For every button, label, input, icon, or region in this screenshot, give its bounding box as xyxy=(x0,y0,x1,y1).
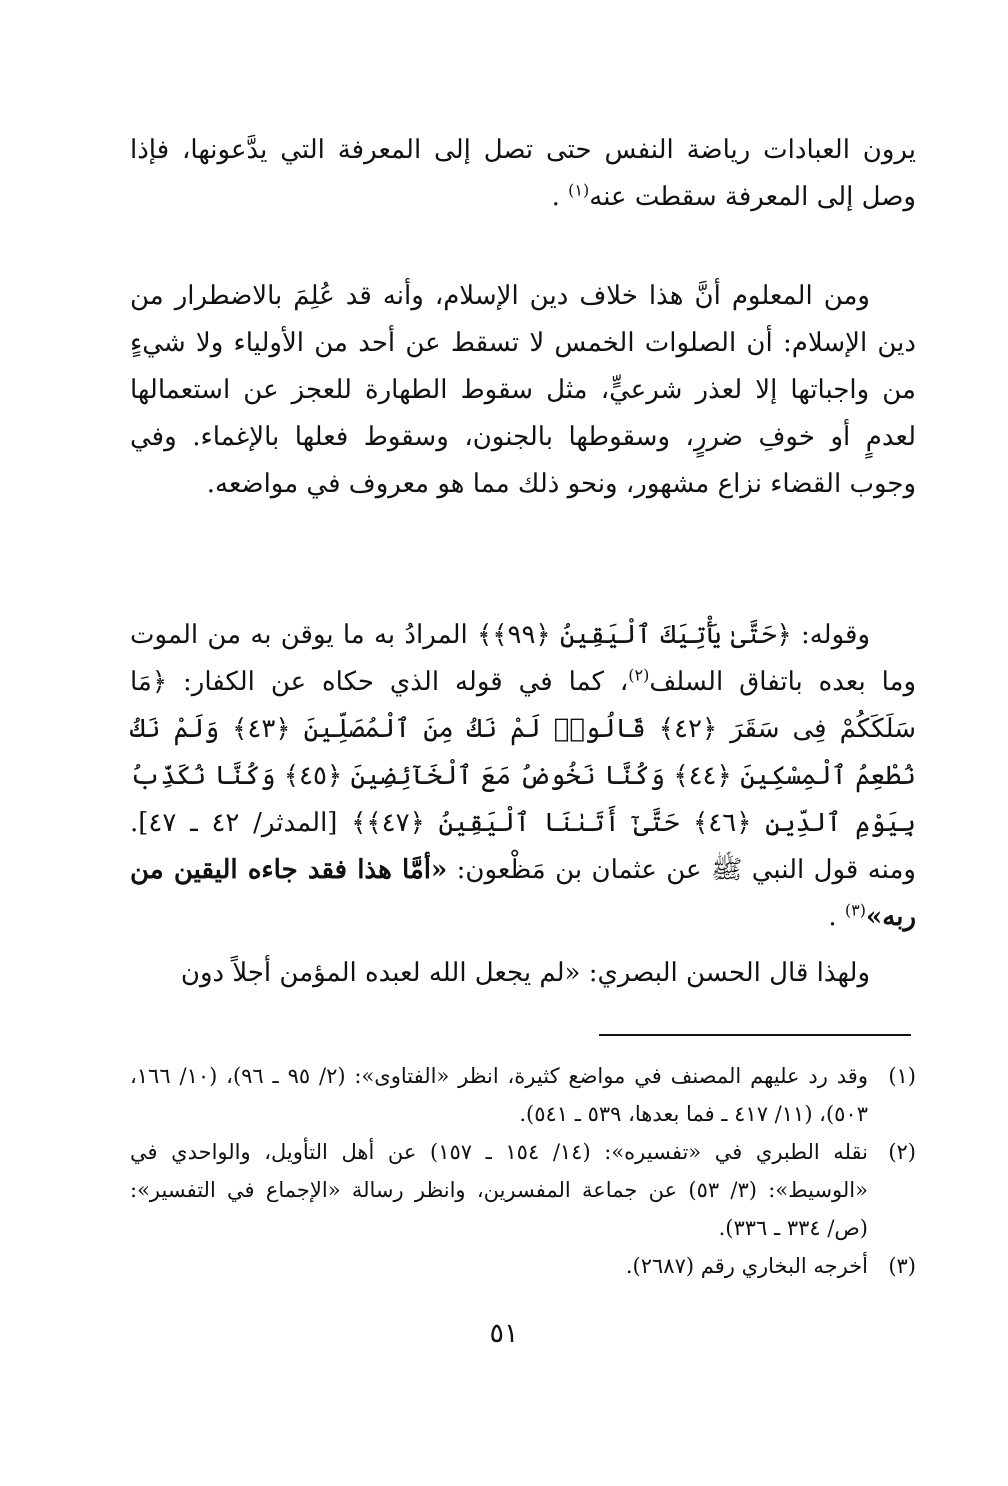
hadith-intro: ومنه قول النبي ﷺ عن عثمان بن مَظْعون: xyxy=(456,855,916,885)
paragraph-3-mid-2: ، كما في قوله الذي حكاه عن الكفار: xyxy=(183,667,629,697)
page-number: ٥١ xyxy=(489,1318,519,1349)
quran-verse-1: ﴿حَتَّىٰ يَأْتِيَكَ ٱلْيَقِينُ ﴿٩٩﴾﴾ xyxy=(477,620,792,650)
quran-citation: [المدثر/ ٤٢ ـ ٤٧]. xyxy=(130,808,338,838)
footnote-number: (٢) xyxy=(888,1140,916,1164)
footnote-3 xyxy=(130,1247,916,1285)
paragraph-3 xyxy=(130,612,916,941)
footnote-number: (٣) xyxy=(888,1254,916,1278)
footnote-1 xyxy=(130,1057,916,1133)
paragraph-2 xyxy=(130,273,916,508)
footnotes-section xyxy=(130,1057,916,1285)
paragraph-4-text: ولهذا قال الحسن البصري: «لم يجعل الله لعبده المؤمن أجلاً دون xyxy=(180,958,870,988)
paragraph-3-mid-1: المرادُ به ما يوقن به من الموت وما بعده باتفاق السلف xyxy=(130,620,917,697)
quran-verse-2: ﴿مَا سَلَكَكُمْ فِى سَقَرَ ﴿٤٢﴾ قَالُوا۟ لَمْ نَكُ مِنَ ٱلْمُصَلِّينَ ﴿٤٣﴾ وَلَمْ نَكُ نُطْعِمُ ٱلْمِسْكِينَ ﴿٤٤﴾ وَكُنَّا نَخُوضُ مَعَ ٱلْخَآئِضِينَ ﴿٤٥﴾ وَكُنَّا نُكَذِّبُ بِيَوْمِ ٱلدِّينِ ﴿٤٦﴾ حَتَّىٰٓ أَتَىٰنَا ٱلْيَقِينُ ﴿٤٧﴾﴾ xyxy=(130,667,917,838)
paragraph-2-text: ومن المعلوم أنَّ هذا خلاف دين الإسلام، وأنه قد عُلِمَ بالاضطرار من دين الإسلام: أن الصلوات الخمس لا تسقط عن أحد من الأولياء ولا شيءٍ من واجباتها إلا لعذر شرعيٍّ، مثل سقوط الطهارة للعجز عن استعمالها لعدمٍ أو خوفِ ضررٍ، وسقوطها بالجنون، وسقوط فعلها بالإغماء. وفي وجوب القضاء نزاع مشهور، ونحو ذلك مما هو معروف في مواضعه. xyxy=(130,281,917,499)
footnote-2 xyxy=(130,1133,916,1247)
footnote-text: وقد رد عليهم المصنف في مواضع كثيرة، انظر «الفتاوى»: (٢/ ٩٥ ـ ٩٦)، (١٠/ ١٦٦، ٥٠٣)، (١١/ ٤١٧ ـ فما بعدها، ٥٣٩ ـ ٥٤١). xyxy=(130,1064,868,1126)
hadith-quote: «أمَّا هذا فقد جاءه اليقين من ربه» xyxy=(130,855,916,932)
footnote-number: (١) xyxy=(888,1064,916,1088)
paragraph-1-text: يرون العبادات رياضة النفس حتى تصل إلى المعرفة التي يدَّعونها، فإذا وصل إلى المعرفة سقطت عنه xyxy=(130,135,916,212)
footnote-text: نقله الطبري في «تفسيره»: (١٤/ ١٥٤ ـ ١٥٧) عن أهل التأويل، والواحدي في «الوسيط»: (٣/ ٥٣) عن جماعة المفسرين، وانظر رسالة «الإجماع في التفسير»: (ص/ ٣٣٤ ـ ٣٣٦). xyxy=(130,1140,868,1240)
footnote-ref-1: (١) xyxy=(568,180,590,200)
paragraph-3-intro: وقوله: xyxy=(800,620,871,650)
paragraph-4 xyxy=(130,950,916,997)
paragraph-1 xyxy=(130,127,916,221)
footnote-ref-3: (٣) xyxy=(844,900,867,920)
footnote-ref-2: (٢) xyxy=(628,665,650,685)
paragraph-3-end: . xyxy=(828,902,837,932)
footnote-separator xyxy=(599,1034,911,1036)
footnote-text: أخرجه البخاري رقم (٢٦٨٧). xyxy=(625,1254,868,1278)
paragraph-1-end: . xyxy=(551,182,560,212)
